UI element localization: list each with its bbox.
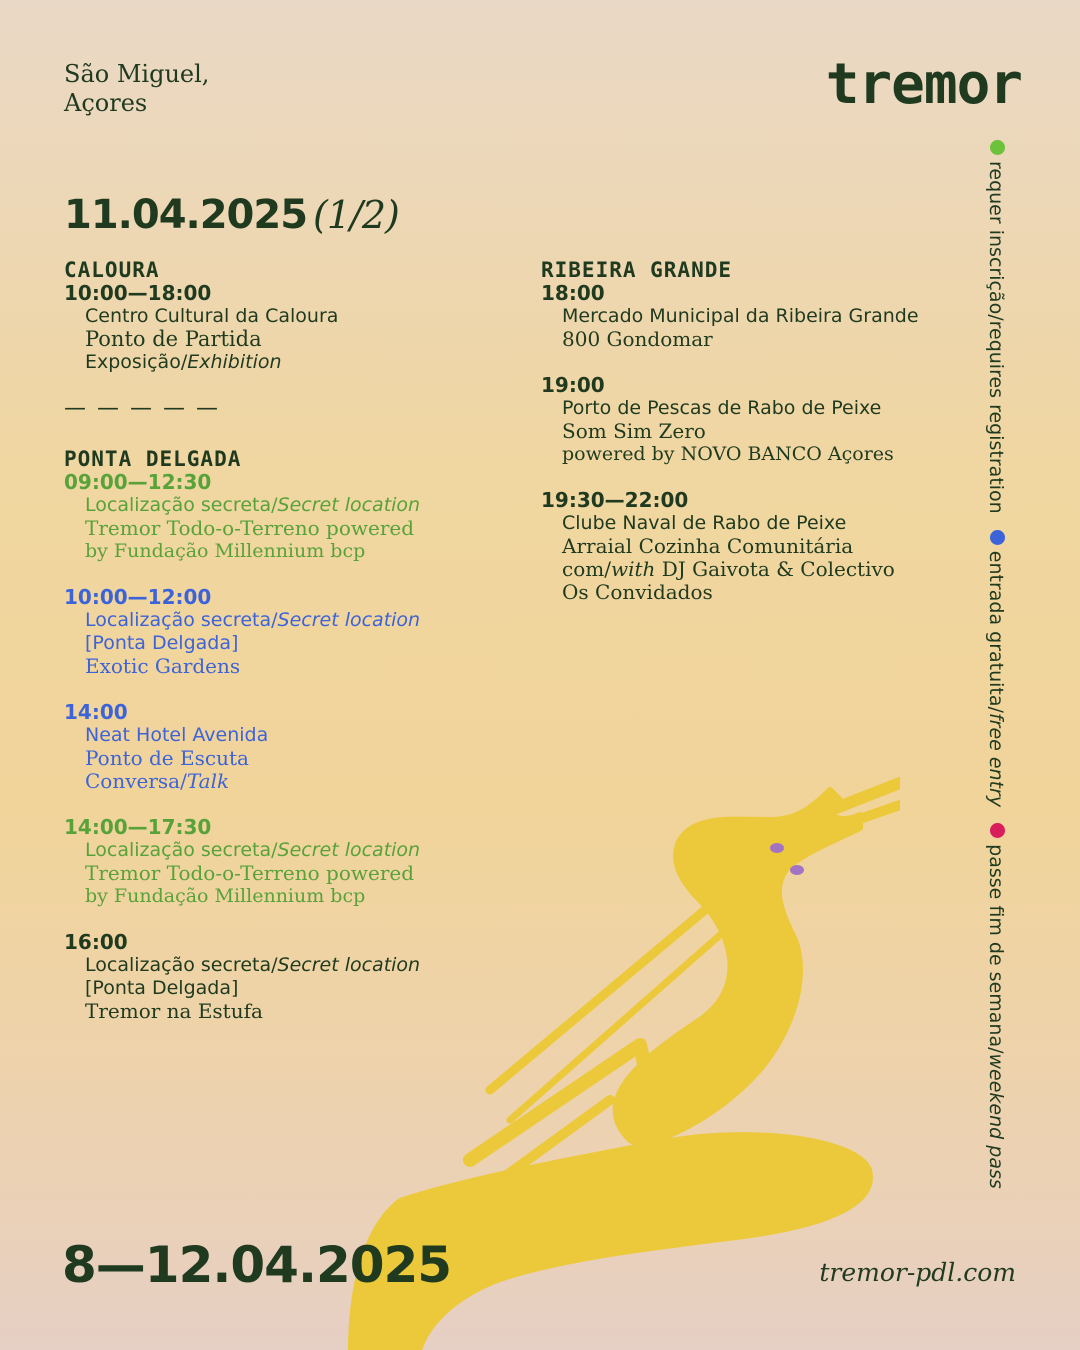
- location-en: Secret location: [277, 494, 421, 516]
- red-dot-icon: [990, 823, 1005, 838]
- event-venue: Neat Hotel Avenida: [85, 724, 269, 746]
- event-time: 09:00—12:30: [64, 470, 212, 494]
- legend-sidebar: [984, 140, 1024, 1220]
- event-type-pt: Exposição/: [85, 351, 188, 373]
- day-date: 11.04.2025: [64, 192, 308, 238]
- location-en: Secret location: [277, 954, 421, 976]
- tremor-logo: tremor: [825, 52, 1022, 117]
- event-time: 18:00: [541, 281, 605, 305]
- location-label: [64, 60, 209, 118]
- event-name: Som Sim Zero: [562, 419, 706, 443]
- section-divider: — — — — —: [64, 396, 220, 421]
- sponsor-line: powered by NOVO BANCO Açores: [562, 443, 894, 465]
- event-item: [541, 374, 971, 466]
- legend-blue-en: free entry: [985, 712, 1007, 808]
- event-name: Arraial Cozinha Comunitária: [562, 534, 854, 558]
- event-type-pt: Conversa/: [85, 769, 187, 793]
- section-title-ribeira-grande: RIBEIRA GRANDE: [541, 258, 733, 282]
- event-area: [Ponta Delgada]: [85, 977, 239, 999]
- blue-dot-icon: [990, 530, 1005, 545]
- section-title-caloura: CALOURA: [64, 258, 160, 282]
- event-time: 10:00—12:00: [64, 585, 212, 609]
- event-venue: Porto de Pescas de Rabo de Peixe: [562, 397, 882, 419]
- location-pt: Localização secreta/: [85, 494, 278, 516]
- location-pt: Localização secreta/: [85, 839, 278, 861]
- location-en: Secret location: [277, 609, 421, 631]
- powered-label: powered: [319, 861, 415, 885]
- event-item: [64, 471, 484, 563]
- event-name: [64, 517, 484, 540]
- location-pt: Localização secreta/: [85, 609, 278, 631]
- event-location: [64, 494, 484, 517]
- website-link[interactable]: tremor-pdl.com: [819, 1258, 1016, 1287]
- event-type-en: Exhibition: [187, 351, 282, 373]
- event-item: [541, 282, 971, 351]
- event-item: [541, 489, 971, 604]
- event-name: Tremor na Estufa: [85, 999, 263, 1023]
- section-title-ponta-delgada: PONTA DELGADA: [64, 447, 242, 471]
- green-dot-icon: [990, 140, 1005, 155]
- event-time: 16:00: [64, 930, 128, 954]
- location-line-1: São Miguel,: [64, 60, 210, 88]
- caloura-section: [64, 258, 484, 374]
- powered-label: powered: [319, 516, 415, 540]
- event-time: 19:30—22:00: [541, 488, 689, 512]
- sponsor-line: by Fundação Millennium bcp: [85, 540, 366, 562]
- with-en: with: [610, 557, 656, 581]
- event-area: [Ponta Delgada]: [85, 632, 239, 654]
- location-line-2: Açores: [64, 89, 148, 117]
- legend-blue-pt: entrada gratuita/: [985, 550, 1007, 713]
- event-time: 19:00: [541, 373, 605, 397]
- legend-red-en: weekend pass: [985, 1053, 1007, 1189]
- with-pt: com/: [562, 557, 611, 581]
- event-type-en: Talk: [186, 769, 230, 793]
- event-venue: Mercado Municipal da Ribeira Grande: [562, 305, 919, 327]
- event-title: Tremor Todo-o-Terreno: [85, 516, 320, 540]
- event-time: 14:00—17:30: [64, 815, 212, 839]
- legend-text: [976, 140, 1016, 1220]
- event-name: Ponto de Partida: [85, 327, 262, 351]
- event-time: 10:00—18:00: [64, 281, 212, 305]
- legend-red-pt: passe fim de semana/: [985, 844, 1007, 1054]
- with-artists: DJ Gaivota & Colectivo: [655, 557, 895, 581]
- event-title: Tremor Todo-o-Terreno: [85, 861, 320, 885]
- location-pt: Localização secreta/: [85, 954, 278, 976]
- legend-green-en: requires registration: [985, 320, 1007, 514]
- event-venue: Clube Naval de Rabo de Peixe: [562, 512, 847, 534]
- festival-dates: 8—12.04.2025: [62, 1236, 452, 1294]
- event-name: Ponto de Escuta: [85, 746, 249, 770]
- event-time: 14:00: [64, 700, 128, 724]
- legend-green-pt: requer inscrição/: [985, 161, 1007, 321]
- location-en: Secret location: [277, 839, 421, 861]
- day-part: (1/2): [313, 193, 399, 237]
- event-item: [64, 586, 484, 678]
- event-name: Exotic Gardens: [85, 654, 241, 678]
- event-location: [64, 609, 484, 632]
- right-column: [541, 258, 971, 627]
- event-type: [64, 351, 484, 374]
- day-heading: [64, 192, 399, 238]
- event-venue: Centro Cultural da Caloura: [85, 305, 339, 327]
- event-name: 800 Gondomar: [562, 327, 713, 351]
- event-name-2: Os Convidados: [562, 580, 713, 604]
- event-with: [541, 558, 971, 581]
- sponsor-line: by Fundação Millennium bcp: [85, 885, 366, 907]
